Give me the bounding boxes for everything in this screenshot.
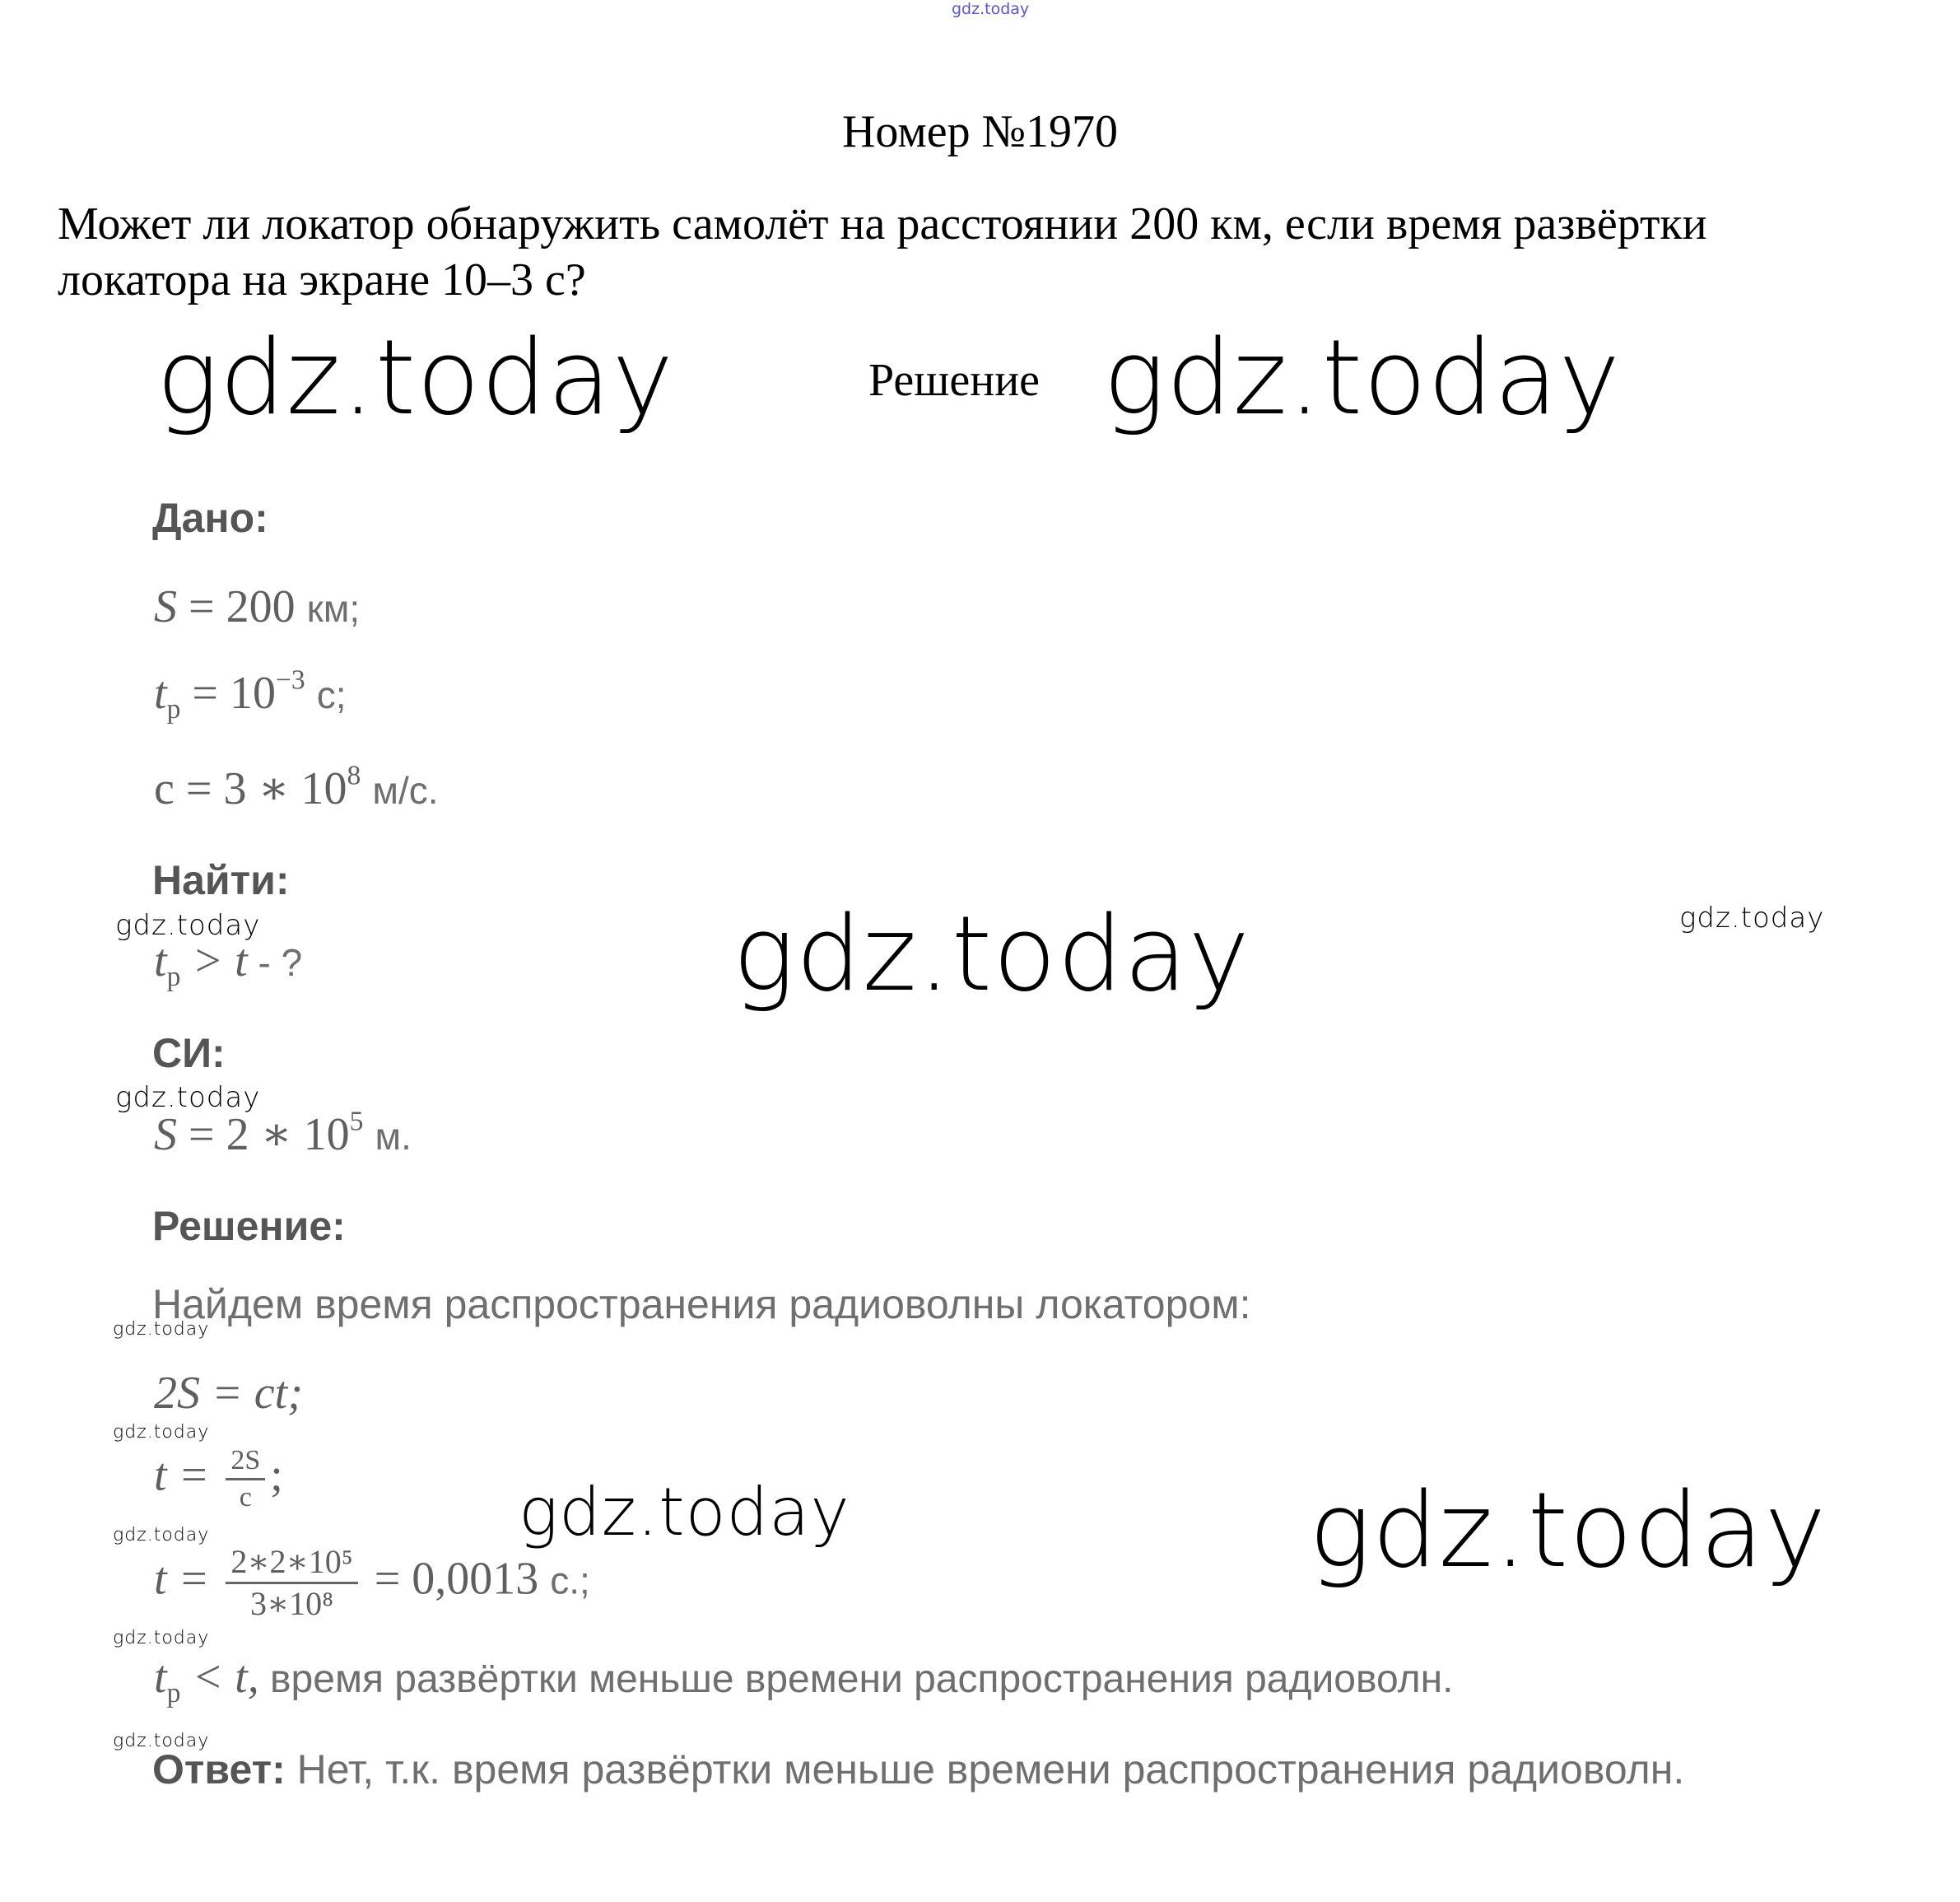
equation-2: t = $\frac{2S}{c}$ ; [154,1445,283,1513]
equation-3: t = $\frac{\text{2∗2∗10⁵}}{\text{3∗10⁸}}$ = 0,0013 с.; [154,1543,590,1622]
solution-intro: Найдем время распространения радиоволны локатором: [152,1281,1251,1327]
given-sweep-time: $t_р = 10^{-3}$ с; [154,664,347,725]
top-watermark: gdz.today [952,0,1030,18]
si-distance: S = 2 ∗ $10^5$ м. [154,1106,412,1160]
comparison: $t_р < t$, время развёртки меньше времени распространения радиоволн. [154,1652,1454,1709]
si-label: СИ: [152,1030,226,1076]
equation-1: 2S = ct; [154,1368,303,1419]
problem-line-2: локатора на экране 10–3 с? [58,254,586,305]
watermark: gdz.today [733,893,1251,1014]
find-label: Найти: [152,857,290,903]
watermark: gdz.today [113,1319,210,1340]
given-distance: S = 200 км; [154,581,361,632]
watermark: gdz.today [1309,1470,1827,1591]
watermark: gdz.today [1679,902,1825,935]
watermark: gdz.today [113,1525,210,1545]
watermark: gdz.today [113,1731,210,1751]
watermark: gdz.today [113,1628,210,1648]
solution-label: Решение: [152,1203,346,1249]
solution-heading: Решение [868,355,1041,406]
problem-statement [58,196,1707,308]
watermark: gdz.today [519,1474,850,1550]
watermark: gdz.today [156,317,675,438]
problem-line-1: Может ли локатор обнаружить самолёт на расстоянии 200 км, если время развёртки [58,198,1707,249]
watermark: gdz.today [113,1422,210,1443]
given-label: Дано: [152,495,268,541]
fraction: $\frac{\text{2∗2∗10⁵}}{\text{3∗10⁸}}$ [226,1544,357,1622]
page-title: Номер №1970 [841,106,1119,157]
watermark: gdz.today [115,1081,261,1114]
answer: Ответ: Нет, т.к. время развёртки меньше времени распространения радиоволн. [152,1746,1685,1792]
find-expression: $t_р > t$ - ? [154,935,303,992]
watermark: gdz.today [1103,317,1622,438]
watermark: gdz.today [115,909,261,942]
given-light-speed: c = 3 ∗ $10^8$ м/с. [154,760,439,814]
fraction: $\frac{2S}{c}$ [226,1445,265,1513]
